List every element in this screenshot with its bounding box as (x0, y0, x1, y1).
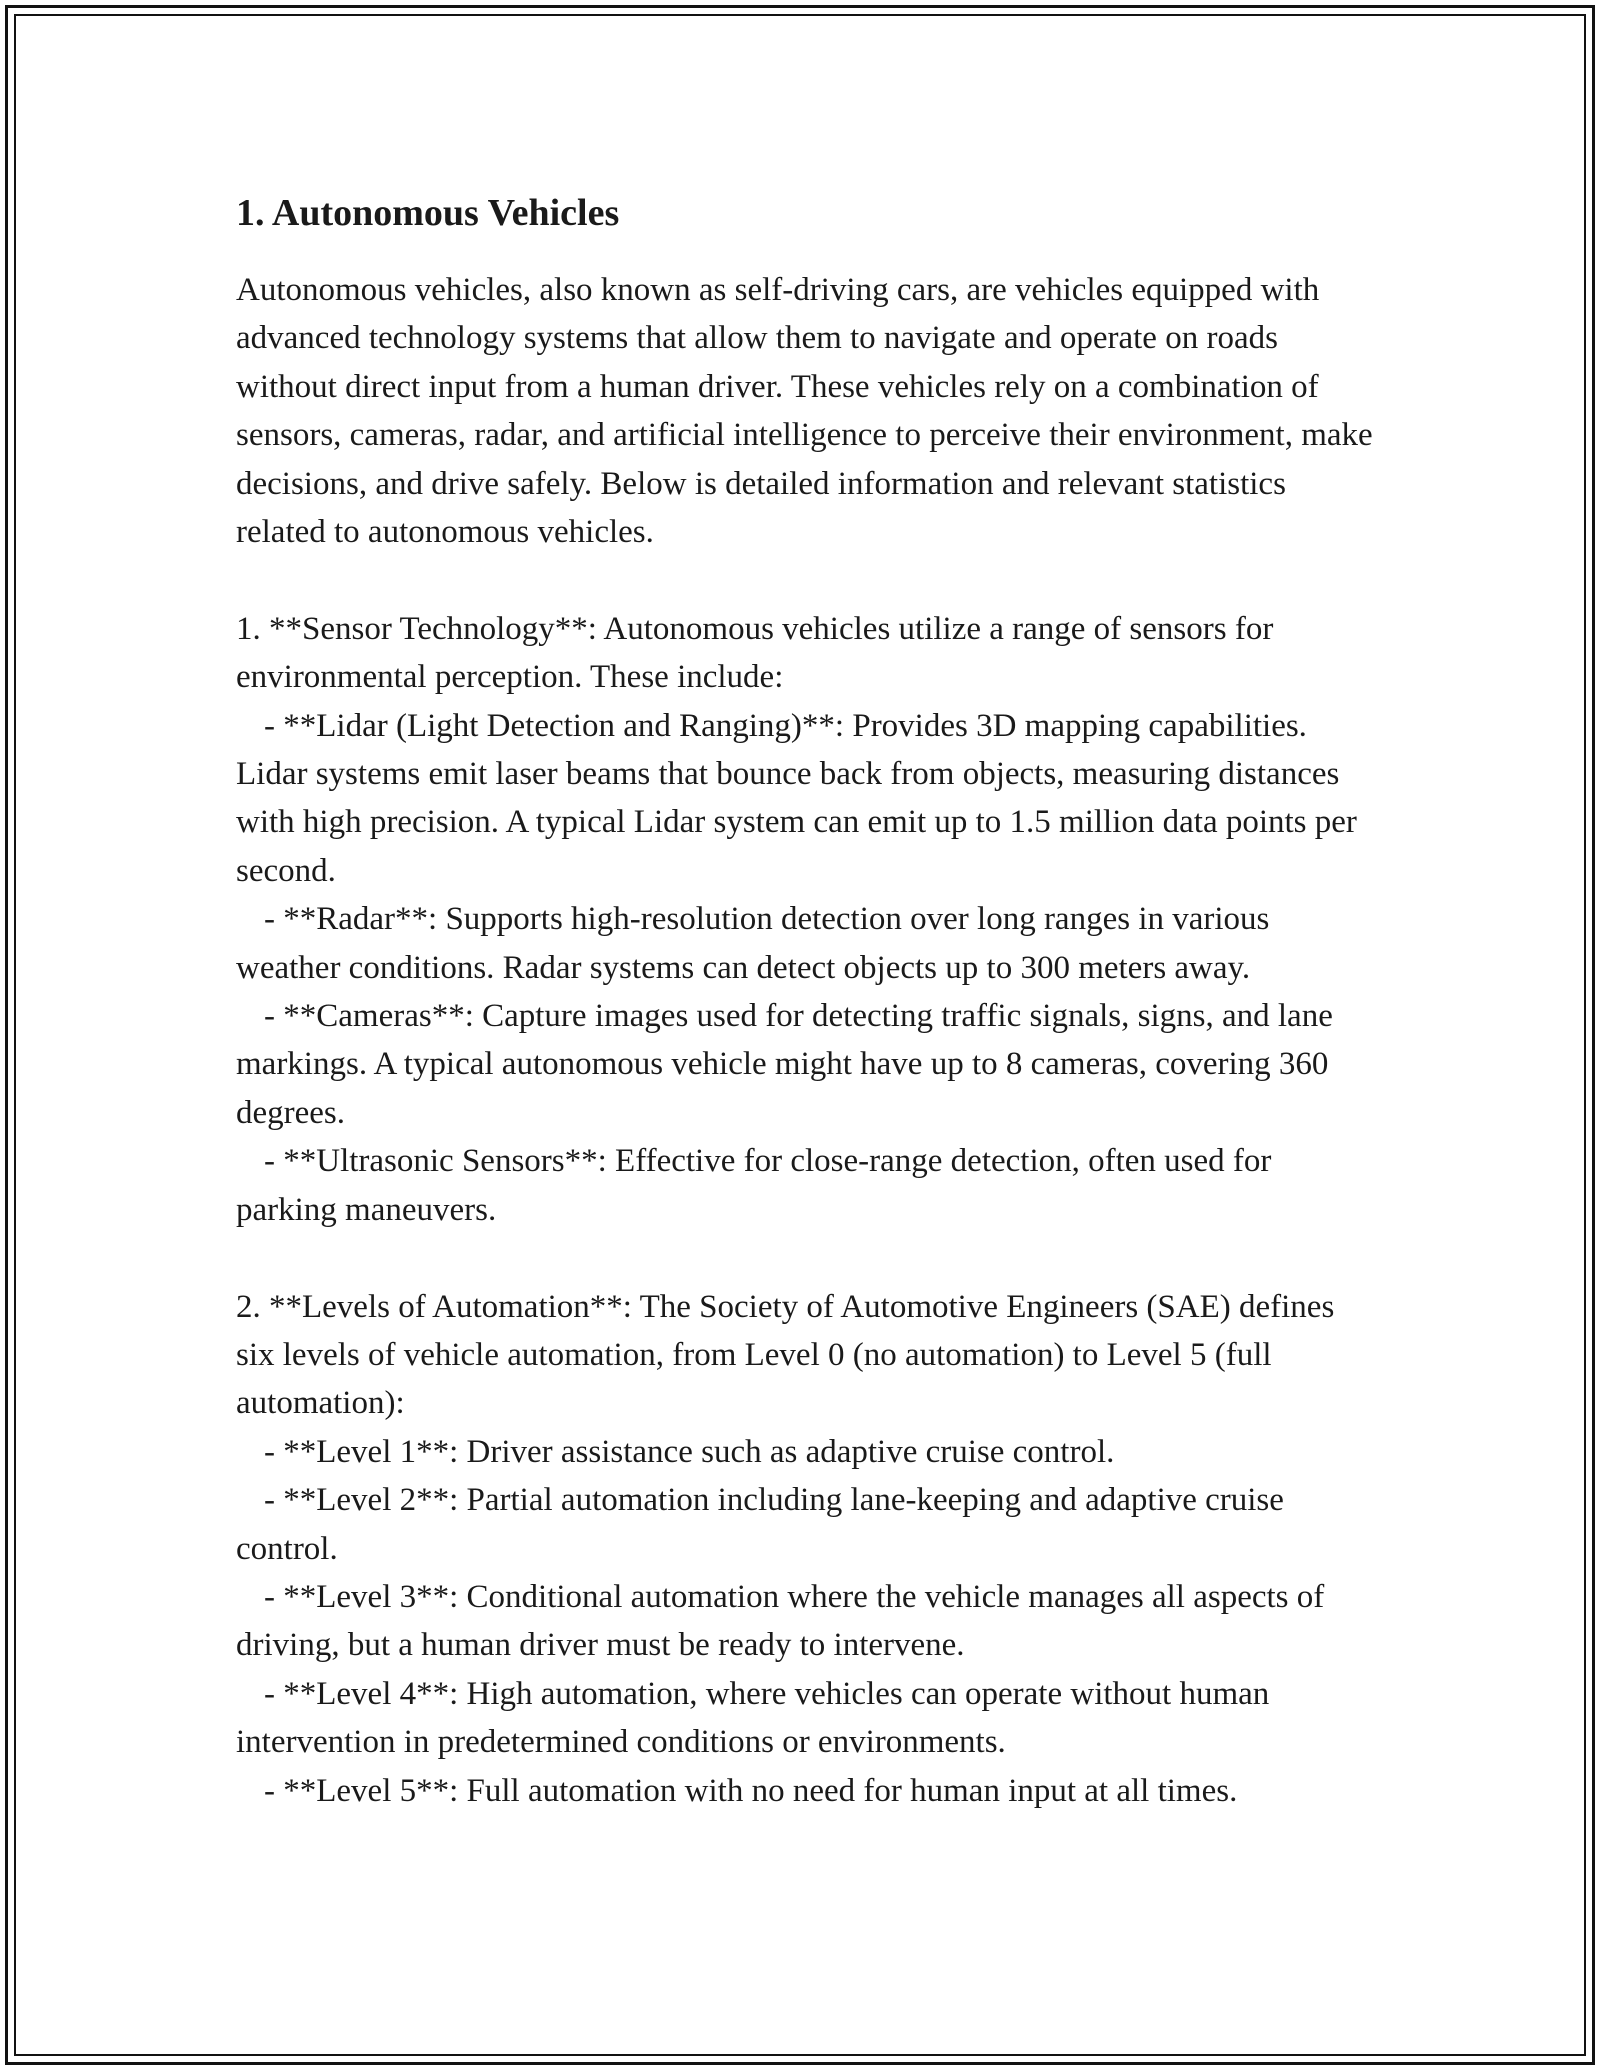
list-item-radar: - **Radar**: Supports high-resolution detection over long ranges in various weather conditions. Radar systems can detect objects up to 300 meters away. (236, 901, 1278, 986)
paragraph-gap (236, 556, 1376, 604)
list-item-lidar: - **Lidar (Light Detection and Ranging)**: Provides 3D mapping capabilities. Lidar systems emit laser beams that bounce back from objects, measuring distances with high precision. A typical Lidar system can emit up to 1.5 million data points per second. (236, 707, 1366, 889)
paragraph-gap (236, 1234, 1376, 1282)
list-item-ultrasonic: - **Ultrasonic Sensors**: Effective for close-range detection, often used for parking maneuvers. (236, 1143, 1280, 1228)
document-body (236, 188, 1381, 1815)
section-sensor-technology (236, 605, 1376, 1234)
page-title: 1. Autonomous Vehicles (236, 192, 620, 234)
section-heading: 2. **Levels of Automation**: The Society of Automotive Engineers (SAE) defines six levels of vehicle automation, from Level 0 (no automation) to Level 5 (full automation): (236, 1288, 1343, 1422)
section-levels-of-automation (236, 1283, 1376, 1815)
list-item-level-2: - **Level 2**: Partial automation including lane-keeping and adaptive cruise control. (236, 1482, 1293, 1567)
list-item-level-4: - **Level 4**: High automation, where vehicles can operate without human intervention in predetermined conditions or environments. (236, 1675, 1278, 1761)
intro-paragraph: Autonomous vehicles, also known as self-driving cars, are vehicles equipped with advanced technology systems that allow them to navigate and operate on roads without direct input from a human driver. These vehicles rely on a combination of sensors, cameras, radar, and artificial intelligence to perceive their environment, make decisions, and drive safely. Below is detailed information and relevant statistics related to autonomous vehicles. (236, 272, 1381, 551)
section-heading: 1. **Sensor Technology**: Autonomous vehicles utilize a range of sensors for environmental perception. These include: (236, 610, 1282, 696)
list-item-level-3: - **Level 3**: Conditional automation where the vehicle manages all aspects of driving, but a human driver must be ready to intervene. (236, 1578, 1333, 1664)
list-item-cameras: - **Cameras**: Capture images used for detecting traffic signals, signs, and lane markings. A typical autonomous vehicle might have up to 8 cameras, covering 360 degrees. (236, 998, 1342, 1131)
list-item-level-5: - **Level 5**: Full automation with no need for human input at all times. (264, 1772, 1238, 1809)
list-item-level-1: - **Level 1**: Driver assistance such as adaptive cruise control. (264, 1433, 1115, 1470)
